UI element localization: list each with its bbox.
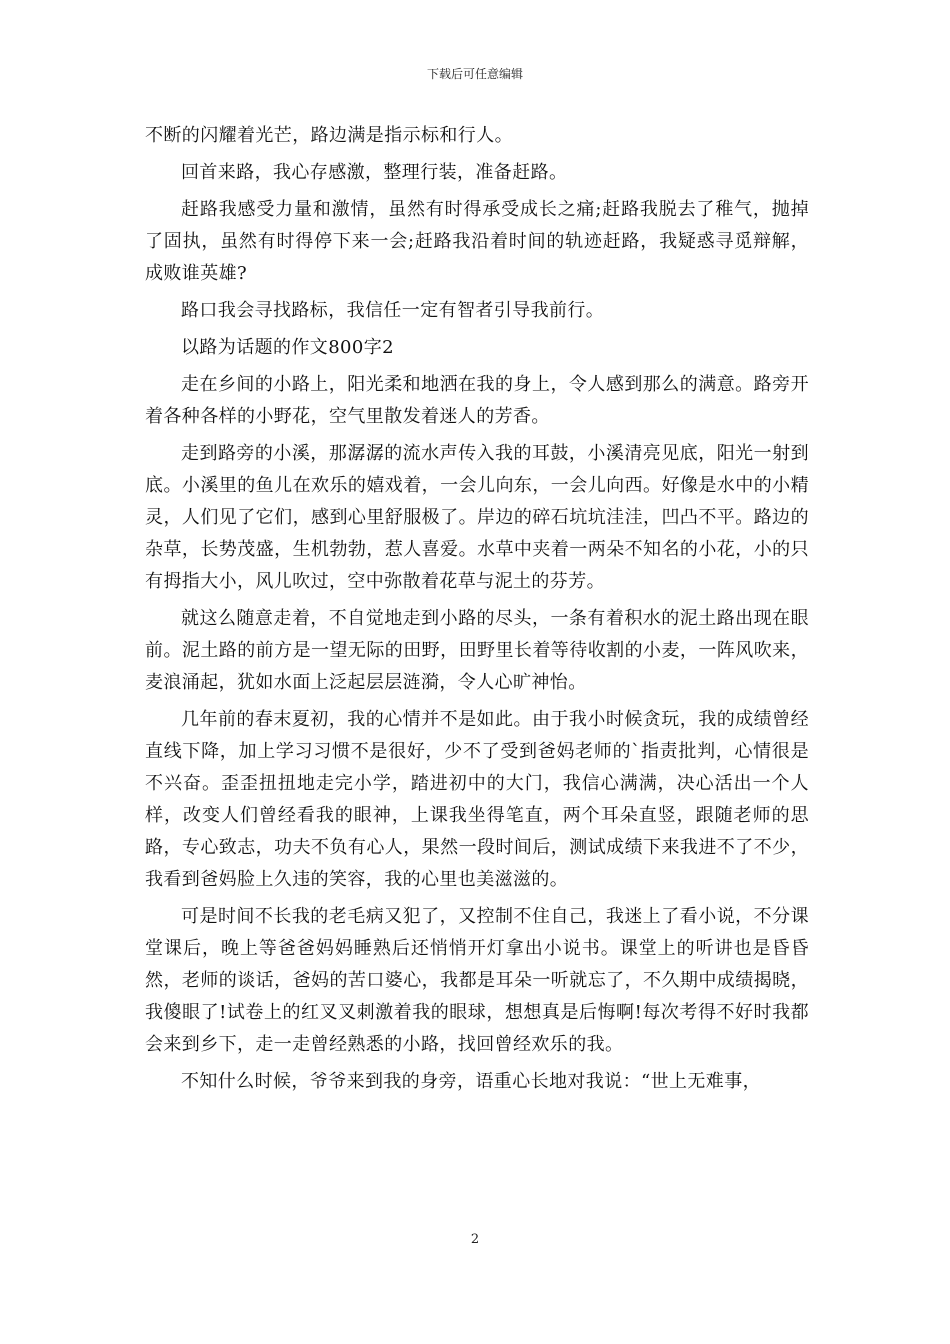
section-heading: 以路为话题的作文800字2	[181, 337, 395, 358]
paragraph: 不知什么时候，爷爷来到我的身旁，语重心长地对我说：“世上无难事，	[181, 1071, 761, 1092]
page-number: 2	[470, 1232, 480, 1247]
paragraph: 路口我会寻找路标，我信任一定有智者引导我前行。	[181, 300, 605, 321]
paragraph: 走在乡间的小路上，阳光柔和地洒在我的身上，令人感到那么的满意。路旁开着各种各样的小野花，空气里散发着迷人的芳香。	[145, 374, 809, 427]
paragraph: 就这么随意走着，不自觉地走到小路的尽头，一条有着积水的泥土路出现在眼前。泥土路的前方是一望无际的田野，田野里长着等待收割的小麦，一阵风吹来，麦浪涌起，犹如水面上泛起层层涟漪，令人心旷神怡。	[145, 608, 809, 693]
paragraph: 不断的闪耀着光芒，路边满是指示标和行人。	[145, 125, 513, 146]
paragraph: 赶路我感受力量和激情，虽然有时得承受成长之痛;赶路我脱去了稚气，抛掉了固执，虽然有时得停下来一会;赶路我沿着时间的轨迹赶路，我疑惑寻觅辩解，成败谁英雄?	[145, 199, 809, 284]
paragraph: 回首来路，我心存感激，整理行装，准备赶路。	[181, 162, 568, 183]
paragraph: 可是时间不长我的老毛病又犯了，又控制不住自己，我迷上了看小说，不分课堂课后，晚上等爸爸妈妈睡熟后还悄悄开灯拿出小说书。课堂上的听讲也是昏昏然，老师的谈话，爸妈的苦口婆心，我都是耳朵一听就忘了，不久期中成绩揭晓，我傻眼了!试卷上的红叉叉刺激着我的眼球，想想真是后悔啊!每次考得不好时我都会来到乡下，走一走曾经熟悉的小路，找回曾经欢乐的我。	[145, 906, 809, 1055]
paragraph: 几年前的春末夏初，我的心情并不是如此。由于我小时候贪玩，我的成绩曾经直线下降，加上学习习惯不是很好，少不了受到爸妈老师的`指责批判，心情很是不兴奋。歪歪扭扭地走完小学，踏进初中的大门，我信心满满，决心活出一个人样，改变人们曾经看我的眼神，上课我坐得笔直，两个耳朵直竖，跟随老师的思路，专心致志，功夫不负有心人，果然一段时间后，测试成绩下来我进不了不少，我看到爸妈脸上久违的笑容，我的心里也美滋滋的。	[145, 709, 809, 890]
paragraph: 走到路旁的小溪，那潺潺的流水声传入我的耳鼓，小溪清亮见底，阳光一射到底。小溪里的鱼儿在欢乐的嬉戏着，一会儿向东，一会儿向西。好像是水中的小精灵，人们见了它们，感到心里舒服极了。岸边的碎石坑坑洼洼，凹凸不平。路边的杂草，长势茂盛，生机勃勃，惹人喜爱。水草中夹着一两朵不知名的小花，小的只有拇指大小，风儿吹过，空中弥散着花草与泥土的芬芳。	[145, 443, 809, 592]
page-header: 下载后可任意编辑	[426, 67, 523, 81]
document-body	[145, 120, 809, 1103]
